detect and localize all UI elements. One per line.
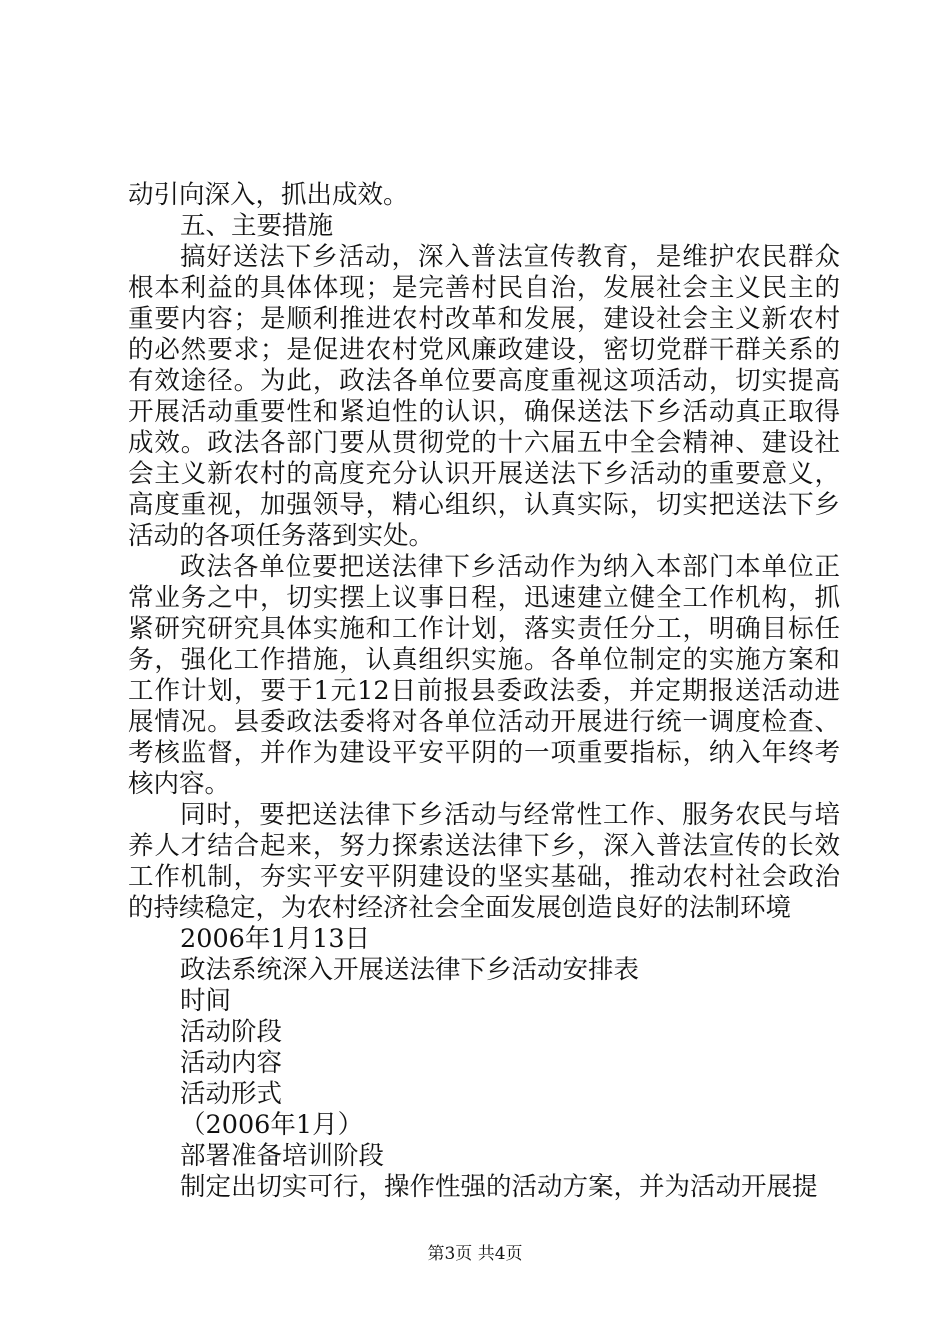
text-line: 开展活动重要性和紧迫性的认识，确保送法下乡活动真正取得 (128, 397, 840, 427)
section-heading: 五、主要措施 (180, 211, 334, 241)
table-cell-time: （2006年1月） (180, 1110, 364, 1140)
text-line: 有效途径。为此，政法各单位要高度重视这项活动，切实提高 (128, 366, 840, 396)
text-line: 工作计划，要于1元12日前报县委政法委，并定期报送活动进 (128, 676, 840, 706)
text-line: 动引向深入，抓出成效。 (128, 180, 409, 210)
text-line: 会主义新农村的高度充分认识开展送法下乡活动的重要意义， (128, 459, 840, 489)
text-line: 工作机制，夯实平安平阴建设的坚实基础，推动农村社会政治 (128, 862, 840, 892)
text-line: 核内容。 (128, 769, 231, 799)
text-line: 的持续稳定，为农村经济社会全面发展创造良好的法制环境 (128, 893, 792, 923)
page-footer: 第3页 共4页 (427, 1244, 523, 1264)
document-body (128, 180, 840, 1203)
table-header-form: 活动形式 (180, 1079, 283, 1109)
table-cell-content: 制定出切实可行，操作性强的活动方案，并为活动开展提 (180, 1172, 818, 1202)
table-header-content: 活动内容 (180, 1048, 283, 1078)
table-cell-stage: 部署准备培训阶段 (180, 1141, 385, 1171)
text-line: 政法各单位要把送法律下乡活动作为纳入本部门本单位正 (180, 552, 840, 582)
text-line: 养人才结合起来，努力探索送法律下乡，深入普法宣传的长效 (128, 831, 840, 861)
text-line: 常业务之中，切实摆上议事日程，迅速建立健全工作机构，抓 (128, 583, 840, 613)
text-line: 考核监督，并作为建设平安平阴的一项重要指标，纳入年终考 (128, 738, 840, 768)
text-line: 搞好送法下乡活动，深入普法宣传教育，是维护农民群众 (180, 242, 840, 272)
table-title: 政法系统深入开展送法律下乡活动安排表 (180, 955, 640, 985)
text-line: 同时，要把送法律下乡活动与经常性工作、服务农民与培 (180, 800, 840, 830)
text-line: 紧研究研究具体实施和工作计划，落实责任分工，明确目标任 (128, 614, 840, 644)
table-header-time: 时间 (180, 986, 232, 1016)
date-line: 2006年1月13日 (180, 924, 371, 954)
table-header-stage: 活动阶段 (180, 1017, 283, 1047)
text-line: 成效。政法各部门要从贯彻党的十六届五中全会精神、建设社 (128, 428, 840, 458)
text-line: 展情况。县委政法委将对各单位活动开展进行统一调度检查、 (128, 707, 840, 737)
text-line: 高度重视，加强领导，精心组织，认真实际，切实把送法下乡 (128, 490, 840, 520)
text-line: 根本利益的具体体现；是完善村民自治，发展社会主义民主的 (128, 273, 840, 303)
text-line: 活动的各项任务落到实处。 (128, 521, 435, 551)
text-line: 重要内容；是顺利推进农村改革和发展，建设社会主义新农村 (128, 304, 840, 334)
text-line: 务，强化工作措施，认真组织实施。各单位制定的实施方案和 (128, 645, 840, 675)
text-line: 的必然要求；是促进农村党风廉政建设，密切党群干群关系的 (128, 335, 840, 365)
